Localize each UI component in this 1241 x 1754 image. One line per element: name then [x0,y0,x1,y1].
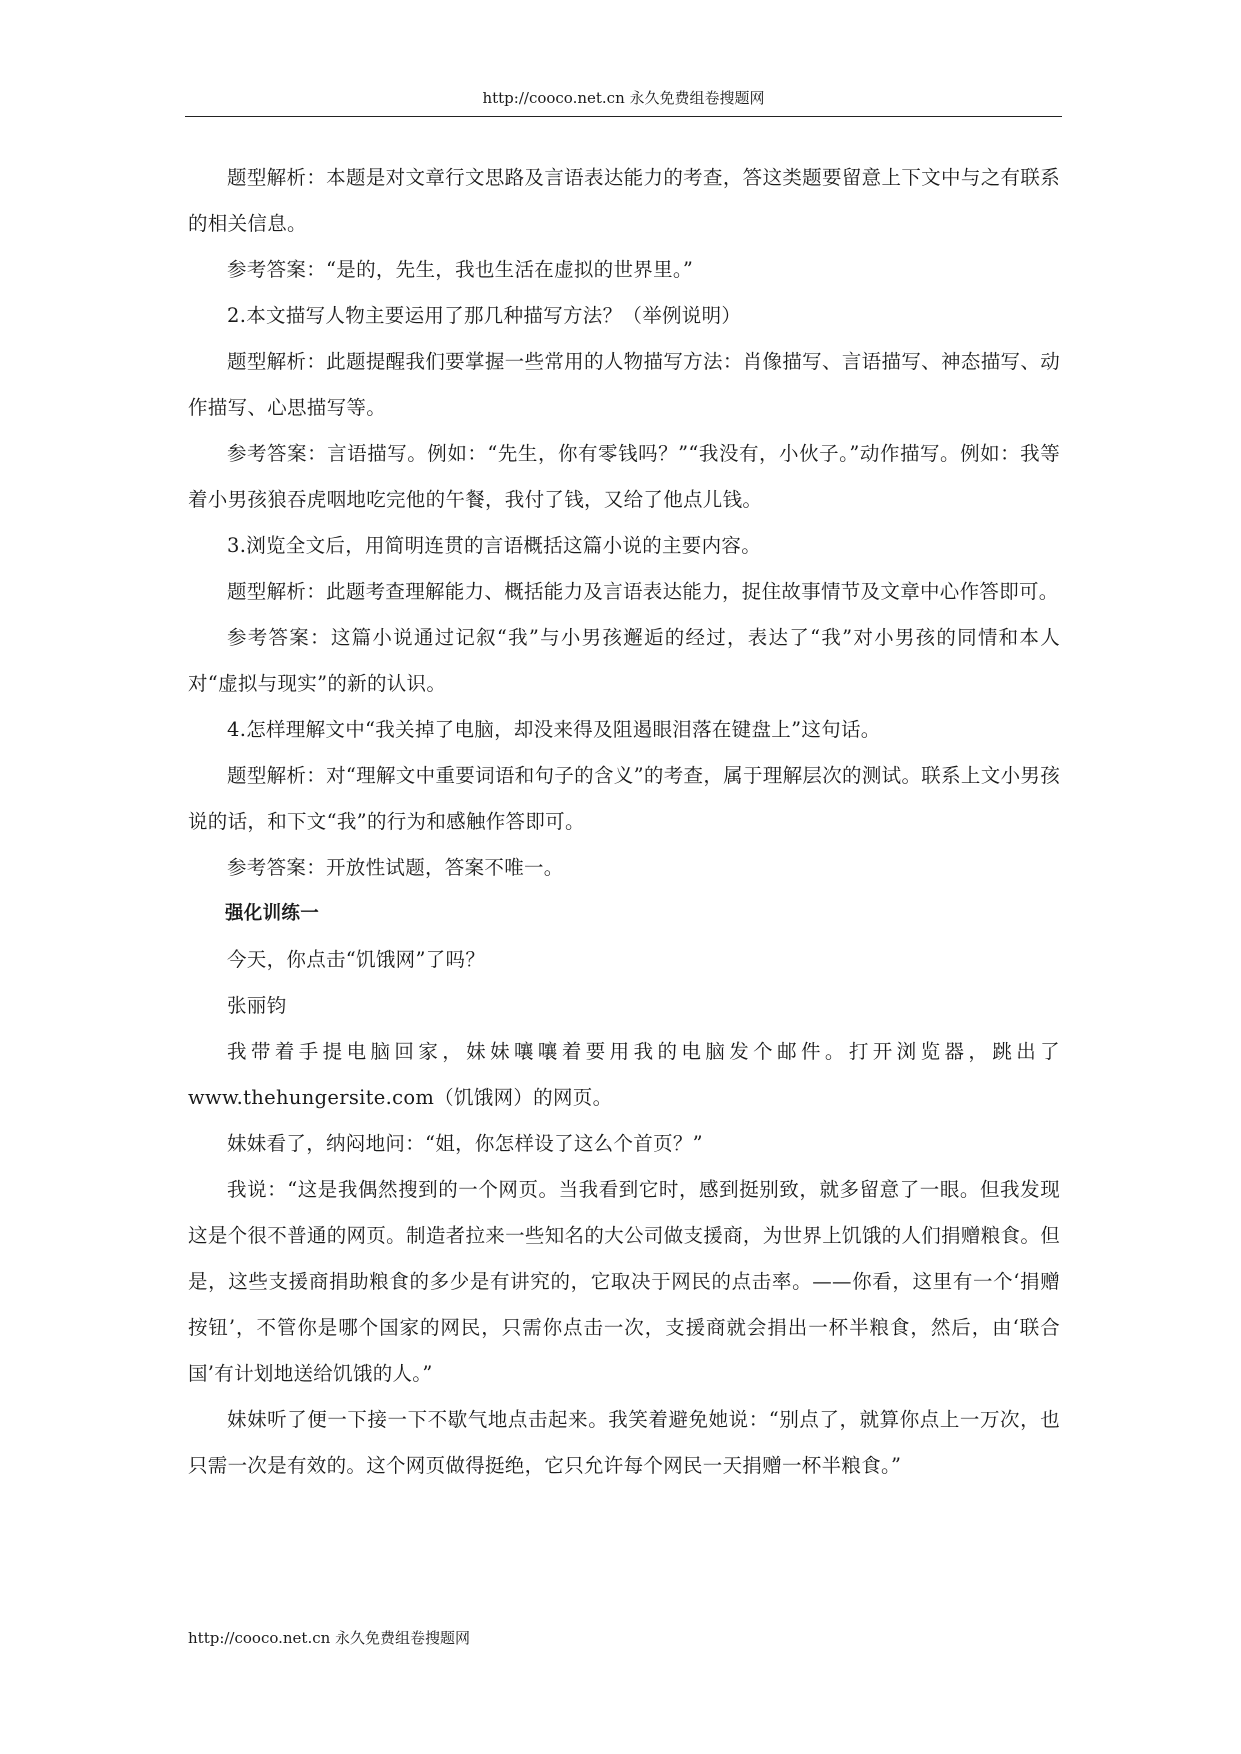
question-4: 4.怎样理解文中“我关掉了电脑，却没来得及阻遏眼泪落在键盘上”这句话。 [227,718,881,741]
article-paragraph: 妹妹听了便一下接一下不歇气地点击起来。我笑着避免她说：“别点了，就算你点上一万次，也只需一次是有效的。这个网页做得挺绝，它只允许每个网民一天捐赠一杯半粮食。” [188,1408,1060,1477]
analysis-paragraph: 题型解析：此题提醒我们要掌握一些常用的人物描写方法：肖像描写、言语描写、神态描写、动作描写、心思描写等。 [188,350,1060,419]
analysis-paragraph: 题型解析：此题考查理解能力、概括能力及言语表达能力，捉住故事情节及文章中心作答即可。 [227,580,1059,603]
answer-paragraph: 参考答案：这篇小说通过记叙“我”与小男孩邂逅的经过，表达了“我”对小男孩的同情和本人对“虚拟与现实”的新的认识。 [188,626,1060,695]
article-title: 今天，你点击“饥饿网”了吗？ [227,948,486,971]
article-author: 张丽钧 [227,994,287,1017]
article-paragraph: 我带着手提电脑回家，妹妹嚷嚷着要用我的电脑发个邮件。打开浏览器，跳出了www.thehungersite.com（饥饿网）的网页。 [188,1040,1060,1109]
analysis-paragraph: 题型解析：本题是对文章行文思路及言语表达能力的考查，答这类题要留意上下文中与之有联系的相关信息。 [188,166,1060,235]
page-header: http://cooco.net.cn 永久免费组卷搜题网 [482,89,765,107]
question-2: 2.本文描写人物主要运用了那几种描写方法？（举例说明） [227,304,742,327]
question-3: 3.浏览全文后，用简明连贯的言语概括这篇小说的主要内容。 [227,534,762,557]
answer-paragraph: 参考答案：开放性试题，答案不唯一。 [227,856,564,879]
answer-paragraph: 参考答案：“是的，先生，我也生活在虚拟的世界里。” [227,258,694,281]
analysis-paragraph: 题型解析：对“理解文中重要词语和句子的含义”的考查，属于理解层次的测试。联系上文小男孩说的话，和下文“我”的行为和感触作答即可。 [188,764,1060,833]
answer-paragraph: 参考答案：言语描写。例如：“先生，你有零钱吗？”“我没有，小伙子。”动作描写。例如：我等着小男孩狼吞虎咽地吃完他的午餐，我付了钱，又给了他点儿钱。 [188,442,1060,511]
article-paragraph: 我说：“这是我偶然搜到的一个网页。当我看到它时，感到挺别致，就多留意了一眼。但我发现这是个很不普通的网页。制造者拉来一些知名的大公司做支援商，为世界上饥饿的人们捐赠粮食。但是，这些支援商捐助粮食的多少是有讲究的，它取决于网民的点击率。——你看，这里有一个‘捐赠按钮’，不管你是哪个国家的网民，只需你点击一次，支援商就会捐出一杯半粮食，然后，由‘联合国’有计划地送给饥饿的人。” [188,1178,1060,1385]
section-heading: 强化训练一 [225,903,320,924]
article-paragraph: 妹妹看了，纳闷地问：“姐，你怎样设了这么个首页？” [227,1132,703,1155]
document-body [188,155,1060,1489]
page-footer: http://cooco.net.cn 永久免费组卷搜题网 [188,1629,471,1647]
header-divider [185,116,1062,117]
